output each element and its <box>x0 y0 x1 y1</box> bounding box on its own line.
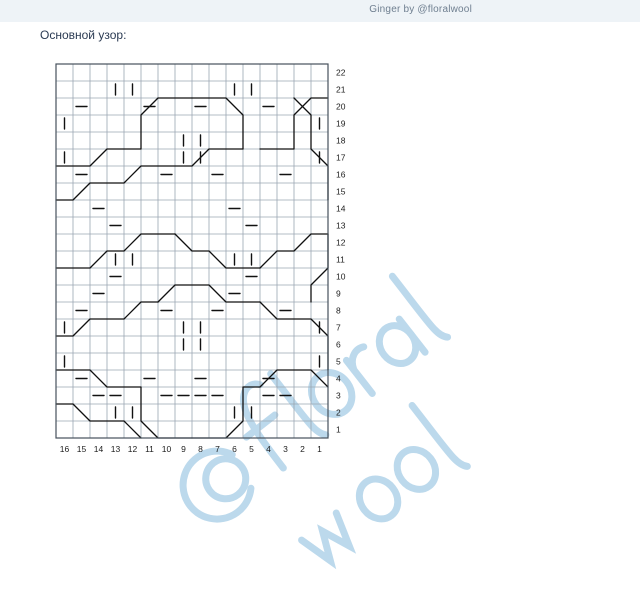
svg-text:11: 11 <box>145 444 154 454</box>
svg-text:13: 13 <box>110 444 121 454</box>
svg-text:13: 13 <box>336 220 346 231</box>
svg-text:15: 15 <box>336 186 346 197</box>
svg-text:9: 9 <box>336 288 341 299</box>
svg-text:3: 3 <box>283 444 288 454</box>
svg-text:16: 16 <box>336 169 346 180</box>
svg-text:7: 7 <box>215 444 220 454</box>
svg-text:6: 6 <box>232 444 237 454</box>
knitting-chart <box>50 58 352 458</box>
svg-text:20: 20 <box>336 101 346 112</box>
svg-text:11: 11 <box>336 254 345 265</box>
svg-text:4: 4 <box>266 444 271 454</box>
svg-text:9: 9 <box>181 444 186 454</box>
svg-text:17: 17 <box>336 152 346 163</box>
svg-text:14: 14 <box>336 203 346 214</box>
svg-text:18: 18 <box>336 135 346 146</box>
svg-text:2: 2 <box>300 444 305 454</box>
svg-text:12: 12 <box>336 237 346 248</box>
svg-text:19: 19 <box>336 118 346 129</box>
svg-text:4: 4 <box>336 373 341 384</box>
svg-text:3: 3 <box>336 390 341 401</box>
svg-text:8: 8 <box>336 305 341 316</box>
svg-text:14: 14 <box>93 444 104 454</box>
svg-text:6: 6 <box>336 339 341 350</box>
svg-text:12: 12 <box>127 444 138 454</box>
svg-text:5: 5 <box>249 444 254 454</box>
page-title: Основной узор: <box>40 28 127 42</box>
svg-text:10: 10 <box>161 444 172 454</box>
svg-text:1: 1 <box>317 444 322 454</box>
svg-text:16: 16 <box>59 444 70 454</box>
credit-text: Ginger by @floralwool <box>369 4 472 15</box>
svg-text:15: 15 <box>76 444 87 454</box>
header-band <box>0 0 640 22</box>
svg-text:22: 22 <box>336 67 346 78</box>
svg-text:2: 2 <box>336 407 341 418</box>
svg-text:8: 8 <box>198 444 203 454</box>
svg-text:21: 21 <box>336 84 346 95</box>
svg-text:7: 7 <box>336 322 341 333</box>
svg-text:1: 1 <box>336 424 341 435</box>
svg-text:10: 10 <box>336 271 346 282</box>
svg-text:5: 5 <box>336 356 341 367</box>
